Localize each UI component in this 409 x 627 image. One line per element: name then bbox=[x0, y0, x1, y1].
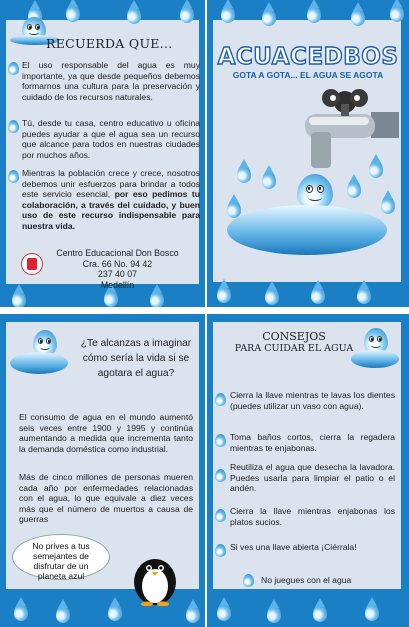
paragraph-3-bold: por eso pedimos tu colaboración, a través del cuidado, y buen uso de este recurso indispensable para nuestra vida. bbox=[22, 189, 200, 231]
school-city: Medellín bbox=[100, 279, 135, 290]
water-drop-icon bbox=[307, 5, 321, 23]
consejos-title: CONSEJOS bbox=[262, 330, 326, 343]
drop-bullet-icon bbox=[8, 170, 19, 183]
school-name: Centro Educacional Don Bosco bbox=[56, 248, 179, 258]
water-drop-icon bbox=[265, 287, 279, 305]
panel-cover bbox=[207, 0, 409, 307]
penguin-icon bbox=[128, 550, 182, 606]
panel-recuerda bbox=[0, 0, 205, 307]
inside-paragraph-2: Más de cinco millones de personas mueren cada año por enfermedades relacionadas con el agua, lo que equivale a diez veces más que el número de muertos a causa de guerras bbox=[19, 472, 193, 525]
drop-bullet-icon bbox=[8, 120, 19, 133]
water-drop-icon bbox=[221, 5, 235, 23]
drop-bullet-icon bbox=[215, 393, 226, 406]
water-drop-icon bbox=[313, 604, 327, 622]
water-splash-icon bbox=[227, 205, 387, 255]
cover-subtitle: GOTA A GOTA... EL AGUA SE AGOTA bbox=[232, 70, 384, 80]
recuerda-paragraph-3 bbox=[22, 168, 200, 232]
consejos-subtitle: PARA CUIDAR EL AGUA bbox=[234, 343, 354, 354]
water-drop-icon bbox=[351, 8, 365, 26]
faucet-icon bbox=[295, 86, 401, 178]
water-drop-icon bbox=[14, 603, 28, 621]
water-drop-icon bbox=[267, 605, 281, 623]
water-splash-icon bbox=[351, 350, 399, 368]
water-drop-icon bbox=[127, 6, 141, 24]
water-drop-icon bbox=[180, 5, 194, 23]
paragraph-3-normal: Mientras la población crece y crece, nosotros debemos unir esfuerzos para brindar a todos este servicio esencial, bbox=[22, 168, 200, 200]
question-text: ¿Te alcanzas a imaginar cómo sería la vida si se agotara el agua? bbox=[80, 338, 192, 379]
tip-5: Si ves una llave abierta ¡Ciérrala! bbox=[230, 542, 357, 552]
water-drop-icon bbox=[347, 180, 361, 198]
speech-bubble: No prives a tus semejantes de disfrutar de un planeta azul bbox=[12, 534, 110, 580]
water-drop-icon bbox=[262, 171, 276, 189]
water-drop-icon bbox=[369, 160, 383, 178]
water-drop-icon bbox=[186, 605, 200, 623]
water-drop-icon bbox=[150, 290, 164, 307]
water-drop-icon bbox=[237, 165, 251, 183]
tip-2: Toma baños cortos, cierra la regadera mientras te enjabonas. bbox=[230, 432, 395, 453]
water-drop-icon bbox=[56, 605, 70, 623]
school-info bbox=[45, 248, 190, 290]
water-drop-icon bbox=[227, 200, 241, 218]
water-drop-icon bbox=[66, 4, 80, 22]
water-drop-icon bbox=[390, 4, 404, 22]
drop-bullet-icon bbox=[215, 544, 226, 557]
panel-consejos bbox=[207, 314, 409, 627]
drop-bullet-icon bbox=[215, 469, 226, 482]
recuerda-paragraph-1: El uso responsable del agua es muy importante, ya que desde pequeños debemos formarnos una cultura para la preservación y cuidado de los recursos naturales. bbox=[22, 60, 200, 102]
water-drop-icon bbox=[104, 289, 118, 307]
water-drop-icon bbox=[108, 603, 122, 621]
drop-bullet-icon bbox=[243, 574, 254, 587]
water-splash-icon bbox=[10, 352, 68, 374]
tip-4: Cierra la llave mientras enjabonas los platos sucios. bbox=[230, 506, 395, 527]
tip-6: No juegues con el agua bbox=[261, 575, 352, 585]
water-drop-icon bbox=[217, 285, 231, 303]
recuerda-heading: RECUERDA QUE... bbox=[46, 36, 173, 51]
drop-bullet-icon bbox=[215, 509, 226, 522]
water-drop-icon bbox=[12, 290, 26, 307]
inside-paragraph-1: El consumo de agua en el mundo aumentó seis veces entre 1900 y 1995 y continúa aumentando a medida que incrementa tanto la demanda doméstica como industrial. bbox=[19, 412, 193, 454]
water-drop-icon bbox=[311, 286, 325, 304]
drop-bullet-icon bbox=[215, 434, 226, 447]
tip-1: Cierra la llave mientras te lavas los dientes (puedes utilizar un vaso con agua). bbox=[230, 390, 395, 411]
water-drop-icon bbox=[357, 286, 371, 304]
school-phone: 237 40 07 bbox=[97, 269, 138, 279]
drop-bullet-icon bbox=[8, 62, 19, 75]
school-address: Cra. 66 No. 94 42 bbox=[82, 258, 153, 269]
panel-imagina bbox=[0, 314, 205, 627]
consejos-heading bbox=[219, 330, 369, 355]
water-drop-icon bbox=[217, 603, 231, 621]
water-drop-icon bbox=[262, 8, 276, 26]
tip-3: Reutiliza el agua que desecha la lavadora. Puedes usarla para limpiar el patio o el andén. bbox=[230, 462, 395, 494]
water-drop-icon bbox=[365, 603, 379, 621]
water-drop-icon bbox=[381, 196, 395, 214]
cover-title: ACUACEDBOS bbox=[217, 44, 399, 70]
school-logo-icon bbox=[21, 253, 43, 275]
recuerda-paragraph-2: Tú, desde tu casa, centro educativo u oficina puedes ayudar a que el agua sea un recurso que alcance para todos en nuestras ciudades por muchos años. bbox=[22, 118, 200, 160]
